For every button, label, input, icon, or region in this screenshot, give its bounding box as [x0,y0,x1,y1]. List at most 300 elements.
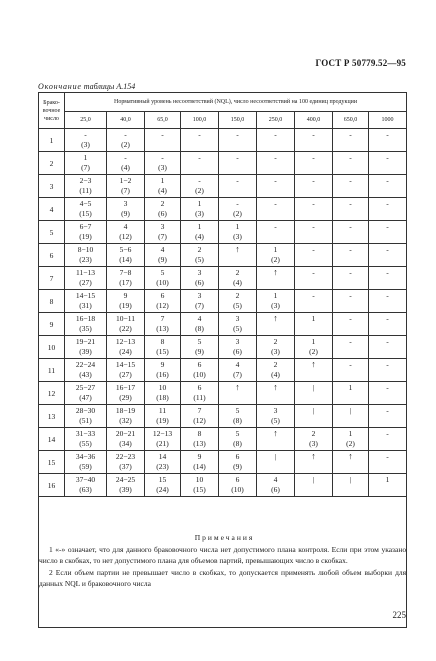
sample-size-value: - [198,153,201,162]
table-cell [107,290,145,313]
lot-size-limit: (22) [119,324,132,333]
lot-size-limit [219,163,256,173]
lot-size-limit [333,140,368,150]
lot-size-limit: (31) [79,301,92,310]
rejection-number: 13 [39,405,65,428]
lot-size-limit [369,163,406,173]
lot-size-limit: (19) [79,232,92,241]
lot-size-limit: (4) [233,278,242,287]
rejection-number: 9 [39,313,65,336]
table-cell [181,405,219,428]
table-cell [333,129,369,152]
table-cell [333,313,369,336]
lot-size-limit: (32) [119,416,132,425]
table-cell [65,336,107,359]
lot-size-limit [369,186,406,196]
sample-size-value: - [236,153,239,162]
sample-size-value: - [349,291,352,300]
table-cell [333,405,369,428]
lot-size-limit [333,485,368,495]
sample-size-value: 11 [158,406,167,415]
lot-size-limit: (15) [193,485,206,494]
table-cell [181,428,219,451]
sample-size-value: - [236,176,239,185]
lot-size-limit: (7) [233,370,242,379]
table-cell [333,290,369,313]
sample-size-value: 6 [160,291,165,300]
sample-size-value: 7−8 [119,268,132,277]
lot-size-limit: (18) [156,393,169,402]
lot-size-limit: (43) [79,370,92,379]
table-cell [181,313,219,336]
lot-size-limit [333,186,368,196]
lot-size-limit: (39) [79,347,92,356]
sample-size-value: - [312,245,315,254]
arrow-up-icon: ↑ [235,382,240,392]
lot-size-limit [369,416,406,426]
sample-size-value: 12−13 [115,337,136,346]
rejection-number: 15 [39,451,65,474]
sample-size-value: - [274,130,277,139]
lot-size-limit: (39) [119,485,132,494]
lot-size-limit: (2) [271,255,280,264]
lot-size-limit [369,439,406,449]
table-cell [219,382,257,405]
vertical-bar-icon: | [312,475,315,484]
sample-size-value: 8 [197,429,202,438]
table-cell [295,290,333,313]
table-cell [65,313,107,336]
table-cell [145,129,181,152]
lot-size-limit [369,255,406,265]
lot-size-limit: (13) [156,324,169,333]
table-cell [107,267,145,290]
sample-size-value: 16−18 [75,314,96,323]
lot-size-limit [257,393,294,403]
table-cell [295,198,333,221]
sample-size-value: 11−13 [76,268,95,277]
sample-size-value: 7 [160,314,165,323]
table-cell [333,382,369,405]
arrow-up-icon: ↑ [311,359,316,369]
table-cell [369,451,407,474]
sample-size-value: 5 [235,429,240,438]
lot-size-limit [369,278,406,288]
table-cell [333,336,369,359]
lot-size-limit [369,393,406,403]
sample-size-value: - [312,199,315,208]
lot-size-limit: (59) [79,462,92,471]
table-cell [295,474,333,497]
nql-level-header: 400,0 [295,112,333,129]
lot-size-limit [295,393,332,403]
table-cell [257,451,295,474]
table-cell [257,175,295,198]
lot-size-limit [295,324,332,334]
lot-size-limit: (19) [156,416,169,425]
sample-size-value: - [386,268,389,277]
rejection-number: 6 [39,244,65,267]
sample-size-value: 20−21 [115,429,136,438]
lot-size-limit: (6) [195,278,204,287]
table-row [39,405,407,428]
nql-level-header: 100,0 [181,112,219,129]
sample-size-value: 5−6 [119,245,132,254]
sample-size-value: 3 [160,222,165,231]
table-cell [181,129,219,152]
table-cell [107,221,145,244]
table-cell [65,198,107,221]
table-cell [107,313,145,336]
lot-size-limit: (35) [79,324,92,333]
table-cell [107,428,145,451]
table-row [39,290,407,313]
lot-size-limit [369,370,406,380]
lot-size-limit: (3) [81,140,90,149]
table-cell [295,221,333,244]
lot-size-limit [333,209,368,219]
nql-group-header: Нормативный уровень несоответствий (NQL), число несоответствий на 100 единиц продукции [65,93,407,112]
sample-size-value: - [386,291,389,300]
table-cell [257,152,295,175]
vertical-bar-icon: | [349,475,352,484]
sample-size-value: 16−17 [115,383,136,392]
sample-size-value: - [124,130,127,139]
sample-size-value: - [124,153,127,162]
lot-size-limit: (12) [156,301,169,310]
table-row [39,129,407,152]
sample-size-value: 10 [158,383,167,392]
table-cell [369,428,407,451]
lot-size-limit [333,370,368,380]
table-cell [333,474,369,497]
table-cell [65,129,107,152]
table-cell [145,336,181,359]
table-cell [65,428,107,451]
table-cell [181,474,219,497]
sample-size-value: - [198,130,201,139]
lot-size-limit: (24) [156,485,169,494]
table-cell [181,221,219,244]
lot-size-limit [333,347,368,357]
sample-size-value: - [349,360,352,369]
table-cell [107,474,145,497]
sample-size-value: 1 [311,337,316,346]
table-cell [219,152,257,175]
sample-size-value: 4 [160,245,165,254]
rejection-number: 12 [39,382,65,405]
caption-suffix: таблицы А.154 [83,82,136,91]
table-cell [369,129,407,152]
sample-size-value: - [274,199,277,208]
lot-size-limit [295,186,332,196]
sample-size-value: - [312,130,315,139]
table-cell [257,382,295,405]
lot-size-limit: (6) [271,485,280,494]
lot-size-limit: (15) [79,209,92,218]
lot-size-limit [145,140,180,150]
sample-size-value: 7 [197,406,202,415]
table-cell [369,313,407,336]
table-cell [369,290,407,313]
table-cell [257,267,295,290]
lot-size-limit: (5) [271,416,280,425]
lot-size-limit: (6) [158,209,167,218]
sample-size-value: - [312,291,315,300]
sample-size-value: 4−5 [79,199,92,208]
lot-size-limit [295,163,332,173]
table-cell [333,451,369,474]
lot-size-limit: (24) [119,347,132,356]
arrow-up-icon: ↑ [273,313,278,323]
sample-size-value: 24−25 [115,475,136,484]
lot-size-limit: (4) [271,370,280,379]
table-cell [65,451,107,474]
sample-size-value: - [349,337,352,346]
lot-size-limit: (2) [346,439,355,448]
sample-size-value: - [386,360,389,369]
lot-size-limit: (63) [79,485,92,494]
table-cell [107,451,145,474]
table-cell [333,359,369,382]
table-row [39,428,407,451]
page-number: 225 [392,610,406,620]
lot-size-limit: (29) [119,393,132,402]
sample-size-value: 6 [197,383,202,392]
table-cell [333,175,369,198]
lot-size-limit: (14) [193,462,206,471]
vertical-bar-icon: | [312,383,315,392]
lot-size-limit: (3) [271,347,280,356]
table-row [39,267,407,290]
table-cell [257,405,295,428]
lot-size-limit: (3) [158,163,167,172]
sample-size-value: - [349,222,352,231]
lot-size-limit [257,186,294,196]
table-cell [181,198,219,221]
sample-size-value: - [312,176,315,185]
rejection-number: 2 [39,152,65,175]
sample-size-value: - [349,268,352,277]
lot-size-limit: (9) [233,462,242,471]
table-row [39,221,407,244]
sample-size-value: 8 [160,337,165,346]
lot-size-limit: (11) [193,393,206,402]
sample-size-value: - [236,199,239,208]
lot-size-limit [369,324,406,334]
rejection-number: 8 [39,290,65,313]
sample-size-value: - [274,153,277,162]
lot-size-limit [369,232,406,242]
table-cell [107,175,145,198]
standard-code: ГОСТ Р 50779.52—95 [315,58,406,68]
table-cell [295,359,333,382]
sample-size-value: 2−3 [79,176,92,185]
table-cell [219,313,257,336]
sample-size-value: 3 [273,406,278,415]
lot-size-limit: (6) [233,347,242,356]
lot-size-limit: (12) [119,232,132,241]
table-cell [65,405,107,428]
nql-level-header: 65,0 [145,112,181,129]
table-cell [219,244,257,267]
lot-size-limit [333,278,368,288]
sample-size-value: - [198,176,201,185]
sample-size-value: - [349,176,352,185]
lot-size-limit [257,278,294,288]
table-cell [145,474,181,497]
table-cell [65,267,107,290]
lot-size-limit: (27) [79,278,92,287]
table-cell [107,336,145,359]
sample-size-value: 6 [197,360,202,369]
sample-size-value: 1 [348,383,353,392]
table-cell [107,198,145,221]
sample-size-value: - [386,337,389,346]
rejection-number: 5 [39,221,65,244]
table-cell [219,290,257,313]
sample-size-value: 5 [160,268,165,277]
sample-size-value: 1 [83,153,88,162]
table-cell [295,175,333,198]
sample-size-value: 22−24 [75,360,96,369]
sample-size-value: 3 [235,314,240,323]
sample-size-value: 2 [197,245,202,254]
sample-size-value: 8−10 [77,245,94,254]
table-cell [145,175,181,198]
nql-level-header: 40,0 [107,112,145,129]
arrow-up-icon: ↑ [235,244,240,254]
lot-size-limit [369,347,406,357]
sample-size-value: 25−27 [75,383,96,392]
table-cell [257,129,295,152]
lot-size-limit [333,416,368,426]
rejection-number: 11 [39,359,65,382]
sample-size-value: 2 [311,429,316,438]
sample-size-value: 1 [385,475,390,484]
table-row [39,359,407,382]
table-cell [65,359,107,382]
table-cell [107,382,145,405]
lot-size-limit [333,324,368,334]
lot-size-limit [181,163,218,173]
lot-size-limit: (10) [193,370,206,379]
rejection-number: 7 [39,267,65,290]
lot-size-limit: (37) [119,462,132,471]
table-cell [333,221,369,244]
lot-size-limit: (8) [233,416,242,425]
table-cell [145,428,181,451]
lot-size-limit: (4) [158,186,167,195]
sample-size-value: 1 [160,176,165,185]
sample-size-value: 14−15 [115,360,136,369]
table-cell [181,336,219,359]
sample-size-value: 19−21 [75,337,96,346]
rejection-number-header: Брако-вочное число [39,93,65,129]
sample-size-value: 1 [235,222,240,231]
lot-size-limit: (19) [119,301,132,310]
lot-size-limit [333,163,368,173]
lot-size-limit: (34) [119,439,132,448]
sample-size-value: 22−23 [115,452,136,461]
lot-size-limit [257,209,294,219]
lot-size-limit: (2) [309,347,318,356]
table-cell [181,451,219,474]
table-cell [145,451,181,474]
table-cell [257,474,295,497]
table-cell [65,221,107,244]
table-cell [333,152,369,175]
lot-size-limit: (2) [195,186,204,195]
lot-size-limit [295,140,332,150]
lot-size-limit: (9) [121,209,130,218]
arrow-up-icon: ↑ [348,451,353,461]
table-cell [65,152,107,175]
table-cell [145,382,181,405]
sample-size-value: - [349,314,352,323]
lot-size-limit [295,255,332,265]
table-cell [257,221,295,244]
lot-size-limit: (11) [79,186,92,195]
lot-size-limit [257,232,294,242]
lot-size-limit: (27) [119,370,132,379]
table-cell [65,382,107,405]
sample-size-value: - [386,153,389,162]
sample-size-value: - [386,406,389,415]
table-body [39,129,407,497]
table-cell [333,267,369,290]
sample-size-value: 6 [235,452,240,461]
sample-size-value: 2 [160,199,165,208]
lot-size-limit [295,485,332,495]
sample-size-value: 28−30 [75,406,96,415]
lot-size-limit [295,370,332,380]
lot-size-limit: (3) [233,232,242,241]
table-cell [219,221,257,244]
lot-size-limit: (55) [79,439,92,448]
table-cell [219,267,257,290]
table-row [39,198,407,221]
lot-size-limit [257,462,294,472]
table-cell [295,382,333,405]
table-cell [295,152,333,175]
lot-size-limit: (7) [121,186,130,195]
table-cell [295,336,333,359]
table-cell [181,359,219,382]
lot-size-limit: (3) [195,209,204,218]
lot-size-limit: (17) [119,278,132,287]
lot-size-limit: (4) [195,232,204,241]
table-row [39,382,407,405]
table-cell [181,382,219,405]
sample-size-value: - [386,176,389,185]
lot-size-limit: (13) [193,439,206,448]
table-cell [333,428,369,451]
table-cell [65,244,107,267]
table-cell [145,405,181,428]
lot-size-limit [219,393,256,403]
arrow-up-icon: ↑ [273,382,278,392]
arrow-up-icon: ↑ [311,451,316,461]
sample-size-value: 9 [197,452,202,461]
lot-size-limit [333,393,368,403]
table-cell [145,313,181,336]
sample-size-value: 9 [123,291,128,300]
sample-size-value: - [236,130,239,139]
lot-size-limit: (4) [121,163,130,172]
table-cell [295,267,333,290]
table-cell [369,244,407,267]
